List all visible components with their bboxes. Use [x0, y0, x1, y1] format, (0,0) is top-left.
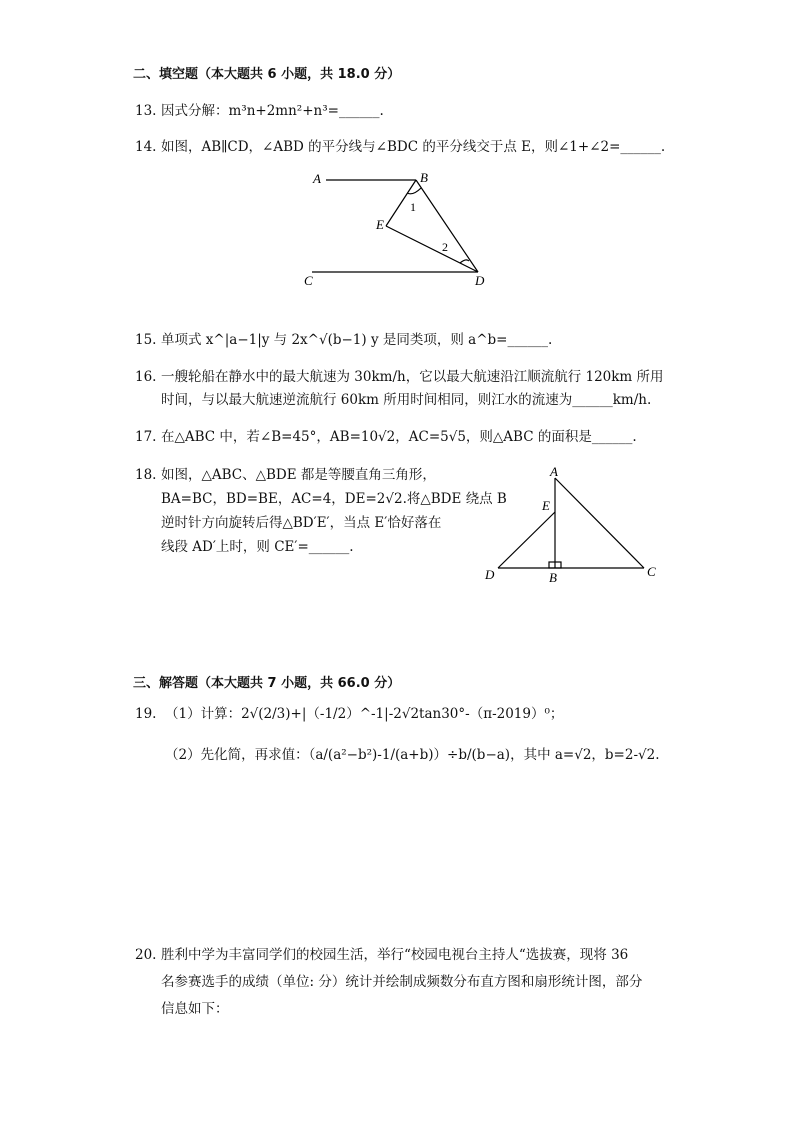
question-18-line-4: 线段 AD′上时，则 CE′=______. [161, 539, 354, 555]
question-14-number: 14. [135, 139, 157, 155]
question-13-text: 因式分解：m³n+2mn²+n³=______. [161, 103, 384, 119]
question-15-number: 15. [135, 332, 157, 348]
question-18-number: 18. [135, 467, 157, 483]
question-16-line-2: 时间，与以最大航速逆流航行 60km 所用时间相同，则江水的流速为______km/h. [161, 392, 652, 408]
label-angle-1: 1 [410, 200, 416, 214]
label-a: A [550, 464, 558, 479]
question-17-number: 17. [135, 429, 157, 445]
question-20-line-1: 胜利中学为丰富同学们的校园生活，举行“校园电视台主持人“选拔赛，现将 36 [161, 947, 629, 963]
question-19-part-2: （2）先化简，再求值：（a/(a²−b²)-1/(a+b)）÷b/(b−a)，其中 a=√2，b=2-√2. [165, 747, 660, 763]
question-15-text: 单项式 x^|a−1|y 与 2x^√(b−1) y 是同类项，则 a^b=______. [161, 332, 553, 348]
question-14-text: 如图，AB∥CD，∠ABD 的平分线与∠BDC 的平分线交于点 E，则∠1+∠2=______. [161, 139, 666, 155]
label-d: D [475, 273, 485, 288]
question-18-line-3: 逆时针方向旋转后得△BD′E′，当点 E′恰好落在 [161, 515, 442, 531]
label-a: A [313, 171, 321, 186]
angle-1-arc [407, 188, 421, 194]
segment-ac [555, 478, 644, 568]
question-20-line-2: 名参赛选手的成绩（单位: 分）统计并绘制成频数分布直方图和扇形统计图，部分 [161, 974, 643, 990]
question-20-line-3: 信息如下： [161, 1001, 229, 1017]
question-18-line-1: 如图，△ABC、△BDE 都是等腰直角三角形， [161, 467, 436, 483]
segment-be [386, 180, 416, 226]
segment-bd [416, 180, 478, 272]
question-20-number: 20. [135, 947, 157, 963]
label-b: B [420, 170, 428, 185]
angle-2-arc [460, 260, 469, 263]
label-angle-2: 2 [442, 240, 448, 254]
question-16-line-1: 一艘轮船在静水中的最大航速为 30km/h，它以最大航速沿江顺流航行 120km 所用 [161, 369, 664, 385]
question-18-line-2: BA=BC，BD=BE，AC=4，DE=2√2.将△BDE 绕点 B [161, 491, 507, 507]
question-13-number: 13. [135, 103, 157, 119]
label-c: C [647, 564, 656, 579]
segment-de [498, 512, 555, 568]
question-19-part-1: （1）计算：2√(2/3)+|（-1/2）^-1|-2√2tan30°-（π-2019）⁰； [165, 706, 564, 722]
label-d: D [485, 567, 495, 582]
right-angle-mark [549, 562, 561, 568]
question-16-number: 16. [135, 369, 157, 385]
label-b: B [549, 570, 557, 585]
section-title-solutions: 三、解答题（本大题共 7 小题，共 66.0 分） [133, 676, 401, 691]
segment-ed [386, 226, 478, 272]
label-e: E [376, 217, 384, 232]
question-17-text: 在△ABC 中，若∠B=45°，AB=10√2，AC=5√5，则△ABC 的面积是______. [161, 429, 637, 445]
label-e: E [542, 498, 550, 513]
label-c: C [304, 273, 313, 288]
question-19-number: 19. [135, 706, 157, 722]
section-title-fill-in: 二、填空题（本大题共 6 小题，共 18.0 分） [133, 67, 401, 82]
